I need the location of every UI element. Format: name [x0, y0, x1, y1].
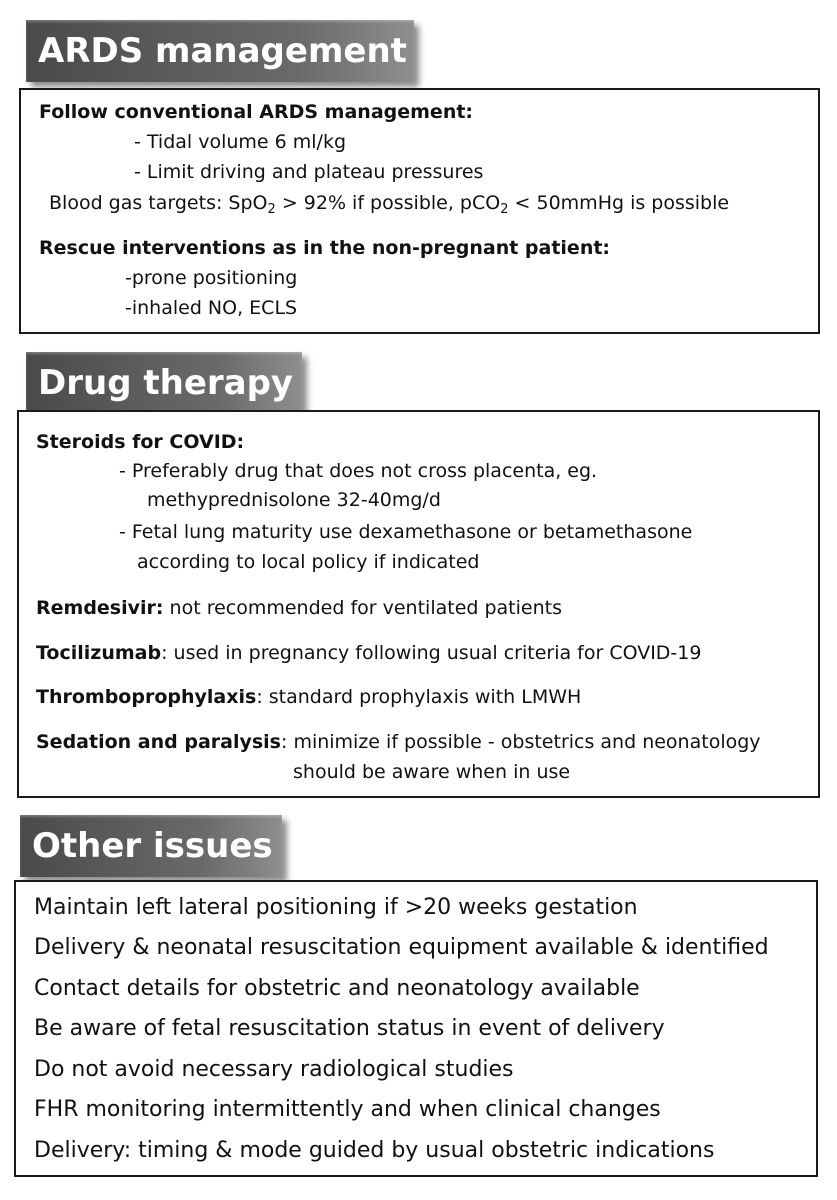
ards-blood-gas-targets: Blood gas targets: SpO$_2$ > 92% if possible, pCO$_2$ < 50mmHg is possible [49, 192, 730, 217]
ards-section-box [19, 88, 820, 334]
other-section-header: Other issues [20, 815, 282, 877]
ards-section-header: ARDS management [26, 20, 414, 82]
ards-item-pressures: - Limit driving and plateau pressures [134, 161, 484, 183]
other-item: FHR monitoring intermittently and when clinical changes [34, 1097, 661, 1122]
steroid-line-4: according to local policy if indicated [137, 551, 480, 573]
drug-section-header: Drug therapy [26, 352, 302, 414]
drug-section-box [17, 410, 820, 798]
other-item: Maintain left lateral positioning if >20 weeks gestation [34, 895, 638, 920]
remdesivir-line: Remdesivir: not recommended for ventilated patients [36, 597, 562, 619]
tocilizumab-line: Tocilizumab: used in pregnancy following usual criteria for COVID-19 [36, 642, 702, 664]
other-section-box [14, 880, 818, 1177]
ards-conventional-heading: Follow conventional ARDS management: [39, 101, 474, 123]
other-item: Contact details for obstetric and neonatology available [34, 976, 640, 1001]
other-item: Do not avoid necessary radiological studies [34, 1057, 514, 1082]
other-item: Delivery & neonatal resuscitation equipment available & identified [34, 935, 769, 960]
ards-item-tidal-volume: - Tidal volume 6 ml/kg [134, 131, 347, 153]
sedation-line-continued: should be aware when in use [293, 761, 571, 783]
ards-rescue-item-prone: -prone positioning [125, 267, 298, 289]
sedation-line: Sedation and paralysis: minimize if possible - obstetrics and neonatology [36, 731, 761, 753]
thromboprophylaxis-line: Thromboprophylaxis: standard prophylaxis with LMWH [36, 686, 582, 708]
steroid-line-2: methyprednisolone 32-40mg/d [147, 489, 441, 511]
ards-rescue-heading: Rescue interventions as in the non-pregnant patient: [39, 237, 611, 259]
other-item: Be aware of fetal resuscitation status in event of delivery [34, 1016, 665, 1041]
steroids-heading: Steroids for COVID: [36, 431, 245, 453]
ards-rescue-item-no-ecls: -inhaled NO, ECLS [125, 297, 298, 319]
steroid-line-1: - Preferably drug that does not cross placenta, eg. [119, 460, 598, 482]
other-item: Delivery: timing & mode guided by usual obstetric indications [34, 1138, 715, 1163]
steroid-line-3: - Fetal lung maturity use dexamethasone or betamethasone [119, 521, 693, 543]
